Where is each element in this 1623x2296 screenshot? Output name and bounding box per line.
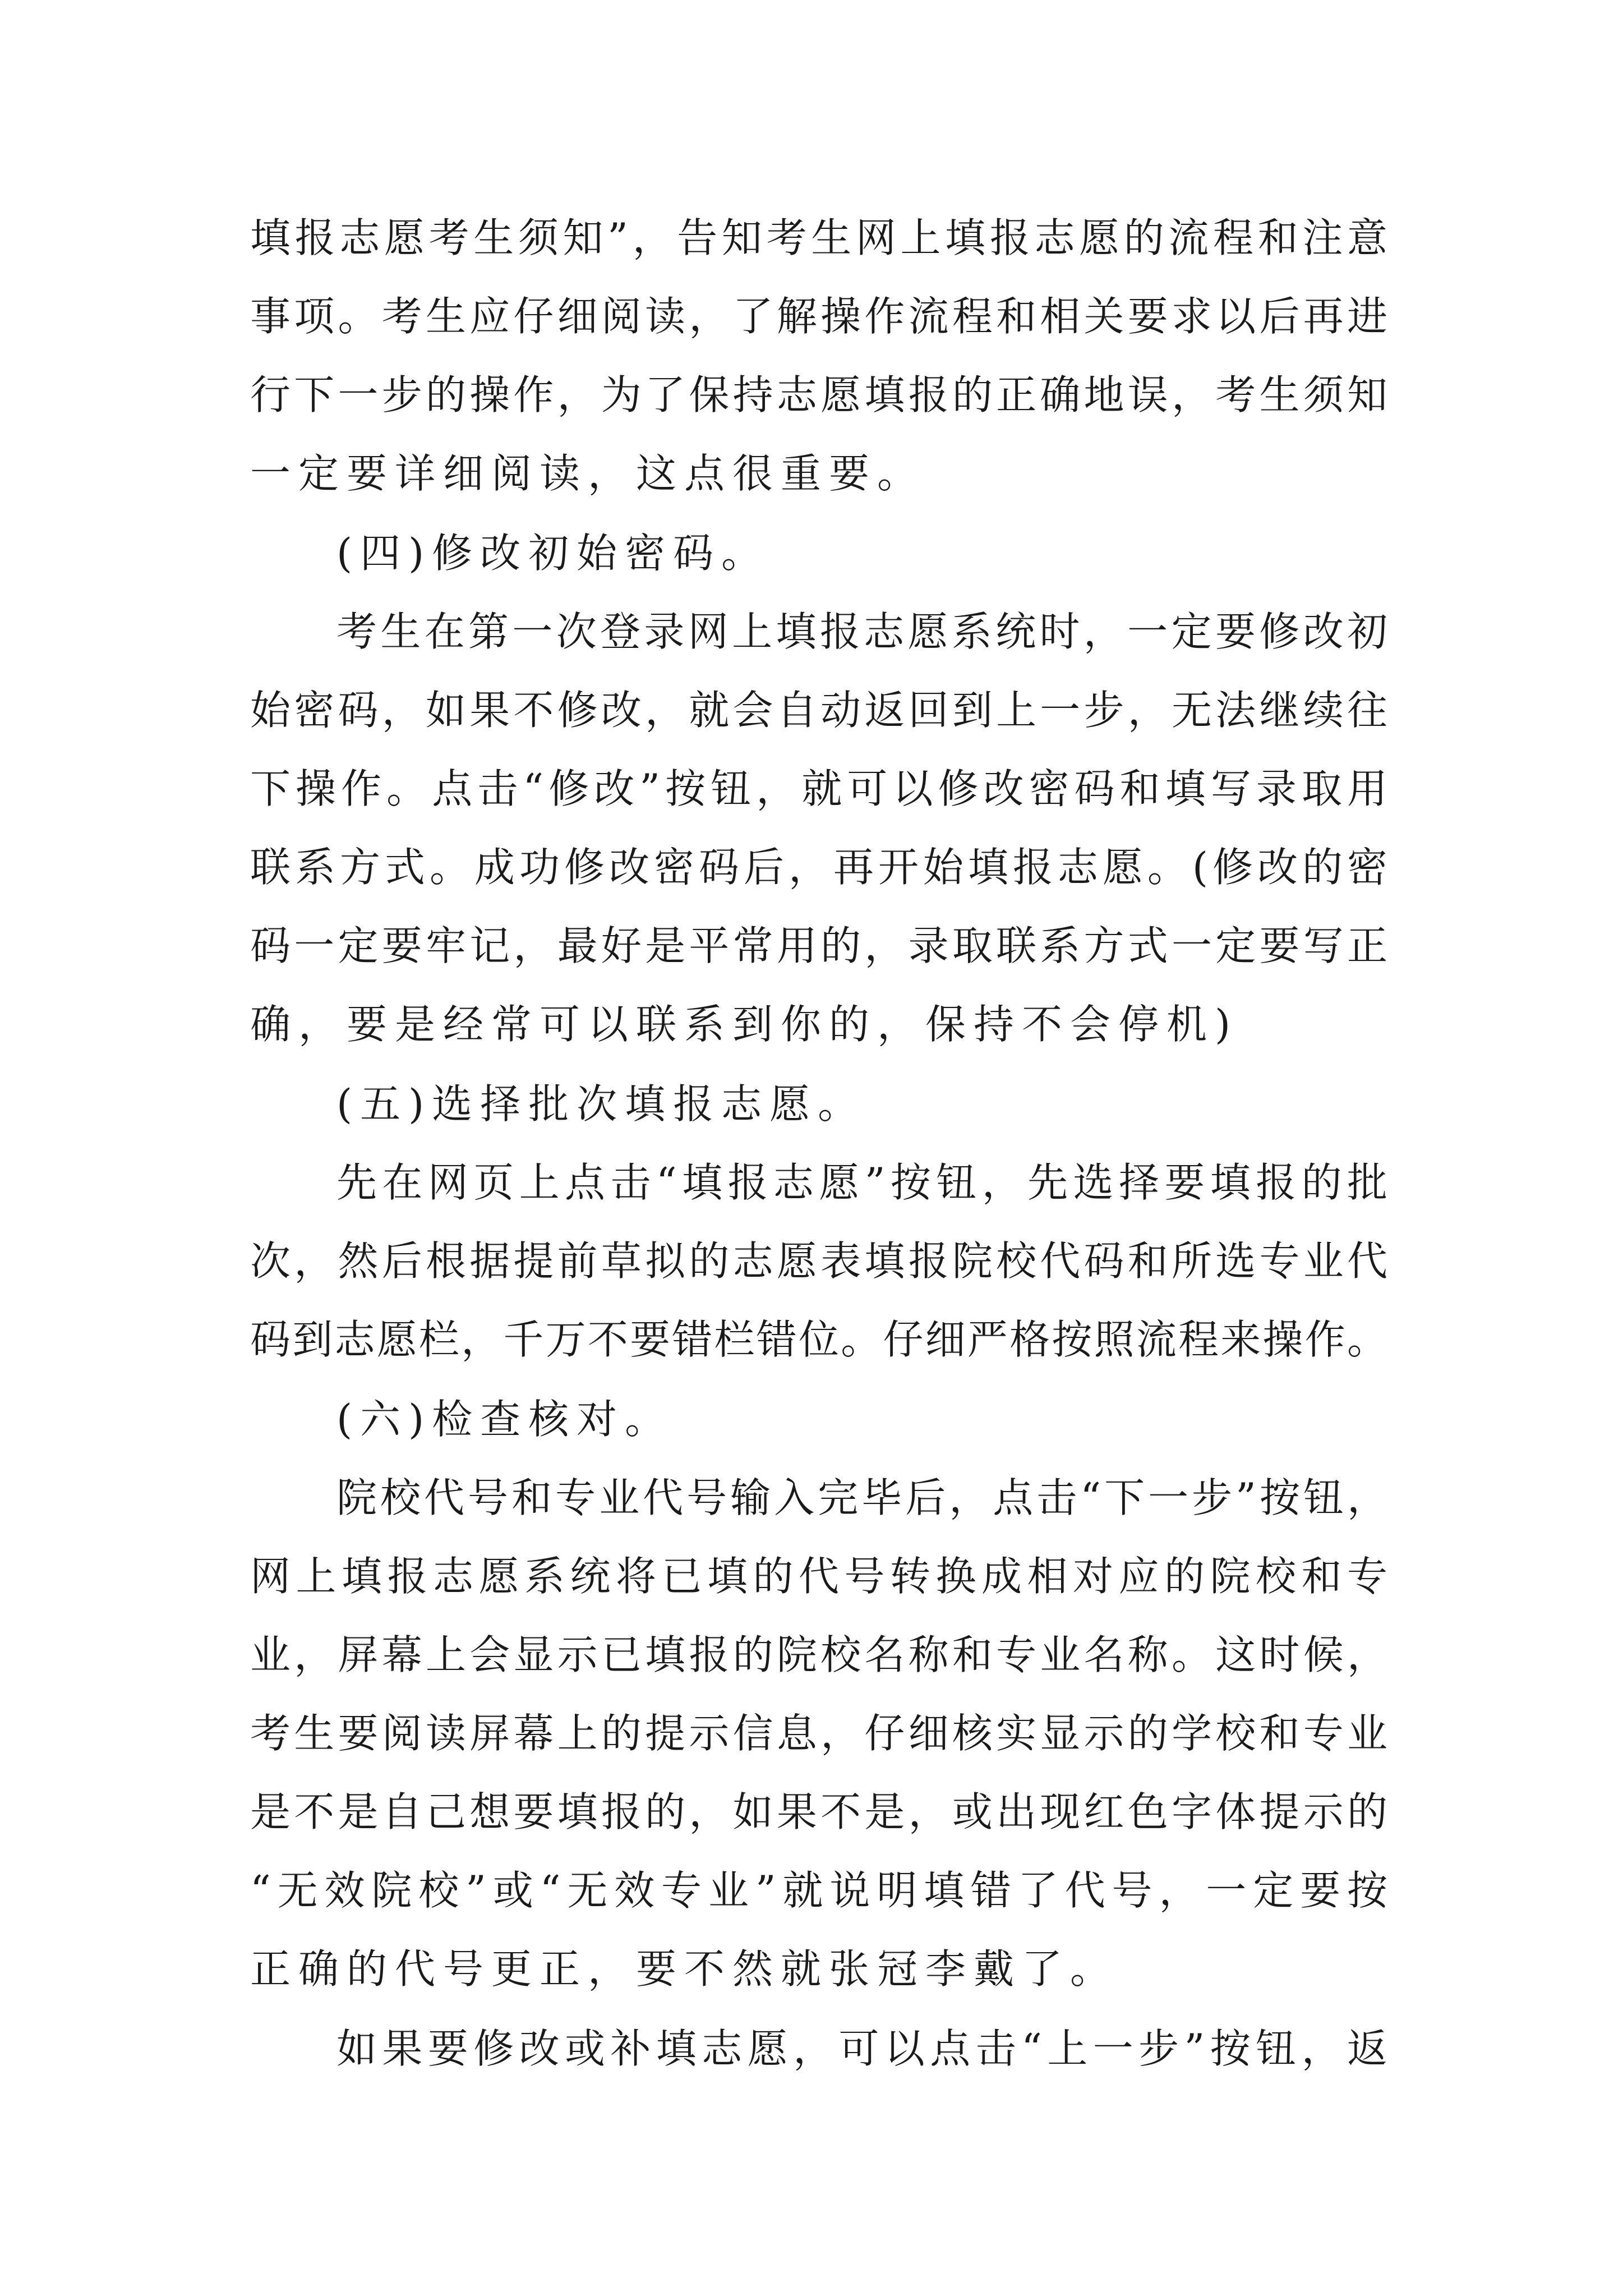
paragraph-line-1: 填报志愿考生须知”，告知考生网上填报志愿的流程和注意 [250,218,1389,261]
paragraph-line-22: “无效院校”或“无效专业”就说明填错了代号，一定要按 [250,1870,1389,1914]
paragraph-line-24: 如果要修改或补填志愿，可以点击“上一步”按钮，返 [336,2028,1389,2072]
paragraph-line-7: 始密码，如果不修改，就会自动返回到上一步，无法继续往 [250,690,1389,734]
paragraph-line-9: 联系方式。成功修改密码后，再开始填报志愿。(修改的密 [250,847,1389,891]
paragraph-line-18: 网上填报志愿系统将已填的代号转换成相对应的院校和专 [250,1556,1389,1600]
paragraph-line-6: 考生在第一次登录网上填报志愿系统时，一定要修改初 [336,611,1389,655]
paragraph-line-14: 次，然后根据提前草拟的志愿表填报院校代码和所选专业代 [250,1241,1389,1285]
paragraph-line-19: 业，屏幕上会显示已填报的院校名称和专业名称。这时候， [250,1635,1389,1678]
paragraph-line-2: 事项。考生应仔细阅读，了解操作流程和相关要求以后再进 [250,296,1389,340]
paragraph-line-11: 确，要是经常可以联系到你的，保持不会停机) [250,1004,1239,1048]
paragraph-line-4: 一定要详细阅读，这点很重要。 [250,453,926,497]
section-heading-5: (五)选择批次填报志愿。 [336,1084,866,1128]
paragraph-line-8: 下操作。点击“修改”按钮，就可以修改密码和填写录取用 [250,769,1389,812]
paragraph-line-17: 院校代号和专业代号输入完毕后，点击“下一步”按钮， [336,1478,1389,1521]
paragraph-line-10: 码一定要牢记，最好是平常用的，录取联系方式一定要写正 [250,926,1389,969]
paragraph-line-21: 是不是自己想要填报的，如果不是，或出现红色字体提示的 [250,1792,1389,1835]
paragraph-line-15: 码到志愿栏，千万不要错栏错位。仔细严格按照流程来操作。 [250,1319,1389,1363]
paragraph-line-3: 行下一步的操作，为了保持志愿填报的正确地误，考生须知 [250,375,1389,418]
paragraph-line-23: 正确的代号更正，要不然就张冠李戴了。 [250,1949,1119,1993]
section-heading-6: (六)检查核对。 [336,1399,674,1443]
paragraph-line-13: 先在网页上点击“填报志愿”按钮，先选择要填报的批 [336,1162,1389,1206]
section-heading-4: (四)修改初始密码。 [336,533,770,577]
paragraph-line-20: 考生要阅读屏幕上的提示信息，仔细核实显示的学校和专业 [250,1713,1389,1757]
